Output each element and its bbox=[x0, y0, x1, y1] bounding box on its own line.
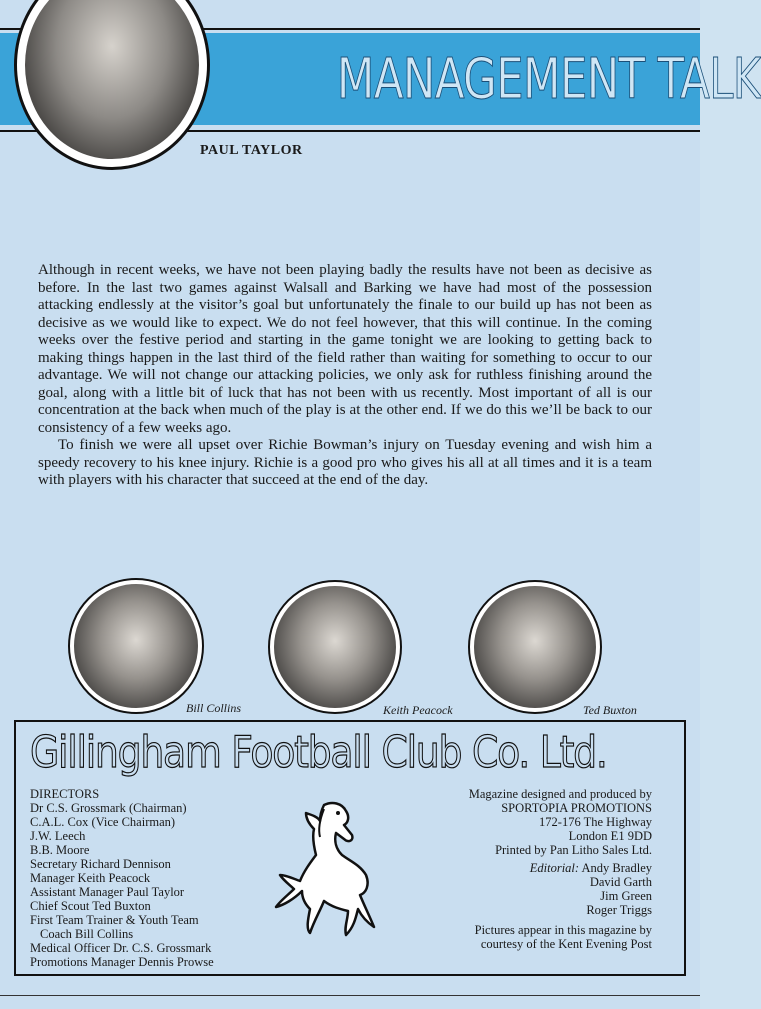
staff-photo bbox=[268, 580, 402, 714]
page-title: MANAGEMENT TALK bbox=[336, 47, 761, 112]
editor-name: Andy Bradley bbox=[581, 861, 652, 875]
directors-list bbox=[30, 787, 214, 969]
editor-name: Roger Triggs bbox=[586, 903, 652, 917]
photo-caption: Ted Buxton bbox=[583, 703, 637, 717]
director-line: J.W. Leech bbox=[30, 829, 86, 843]
credit-line: Magazine designed and produced by bbox=[468, 787, 652, 801]
staff-photo bbox=[468, 580, 602, 714]
director-line: Medical Officer Dr. C.S. Grossmark bbox=[30, 941, 212, 955]
credit-line: Printed by Pan Litho Sales Ltd. bbox=[495, 843, 652, 857]
director-line: Secretary Richard Dennison bbox=[30, 857, 171, 871]
bottom-rule bbox=[0, 995, 700, 996]
editor-name: David Garth bbox=[589, 875, 652, 889]
credit-line: 172-176 The Highway bbox=[539, 815, 652, 829]
staff-photo bbox=[68, 578, 204, 714]
director-line: B.B. Moore bbox=[30, 843, 90, 857]
credit-line: courtesy of the Kent Evening Post bbox=[480, 937, 652, 951]
author-portrait bbox=[14, 0, 210, 170]
editor-name: Jim Green bbox=[600, 889, 652, 903]
director-line: Manager Keith Peacock bbox=[30, 871, 151, 885]
editorial-line bbox=[392, 861, 652, 875]
club-name: Gillingham Football Club Co. Ltd. bbox=[30, 727, 607, 778]
director-line: Coach Bill Collins bbox=[40, 927, 134, 941]
credit-line: Pictures appear in this magazine by bbox=[474, 923, 652, 937]
director-line: Promotions Manager Dennis Prowse bbox=[30, 955, 214, 969]
article-paragraph: Although in recent weeks, we have not been playing badly the results have not been as decisive as before. In the last two games against Walsall and Barking we have had most of the possession attacking endlessly at the visitor’s goal but unfortunately the finale to our build up has not been as decisive as we would like to expect. We do not feel however, that this will continue. In the coming weeks over the festive period and starting in the game tonight we are looking to getting back to making things happen in the last third of the field rather than waiting for something to occur to our advantage. We will not change our attacking policies, we only ask for ruthless finishing around the goal, along with a little bit of luck that has not been with us recently. Most important of all is our concentration at the back when much of the play is at the other end. If we do this we’ll be back to our consistency of a few weeks ago. bbox=[38, 262, 652, 436]
photo-caption: Keith Peacock bbox=[383, 703, 453, 717]
director-line: Assistant Manager Paul Taylor bbox=[30, 885, 185, 899]
author-name: PAUL TAYLOR bbox=[200, 143, 303, 158]
photo-caption: Bill Collins bbox=[186, 701, 242, 715]
directors-heading: DIRECTORS bbox=[30, 787, 100, 801]
production-credits bbox=[392, 787, 652, 951]
director-line: First Team Trainer & Youth Team bbox=[30, 913, 199, 927]
director-line: C.A.L. Cox (Vice Chairman) bbox=[30, 815, 176, 829]
credit-line: SPORTOPIA PROMOTIONS bbox=[501, 801, 652, 815]
kent-horse-emblem-icon bbox=[262, 795, 382, 945]
editorial-label: Editorial: bbox=[529, 861, 580, 875]
article-paragraph: To finish we were all upset over Richie Bowman’s injury on Tuesday evening and wish him a speedy recovery to his knee injury. Richie is a good pro who gives his all at all times and it is a team with players with his character that succeed at the end of the day. bbox=[38, 437, 652, 488]
credit-line: London E1 9DD bbox=[568, 829, 652, 843]
article-body bbox=[38, 262, 652, 490]
director-line: Dr C.S. Grossmark (Chairman) bbox=[30, 801, 187, 815]
director-line: Chief Scout Ted Buxton bbox=[30, 899, 151, 913]
